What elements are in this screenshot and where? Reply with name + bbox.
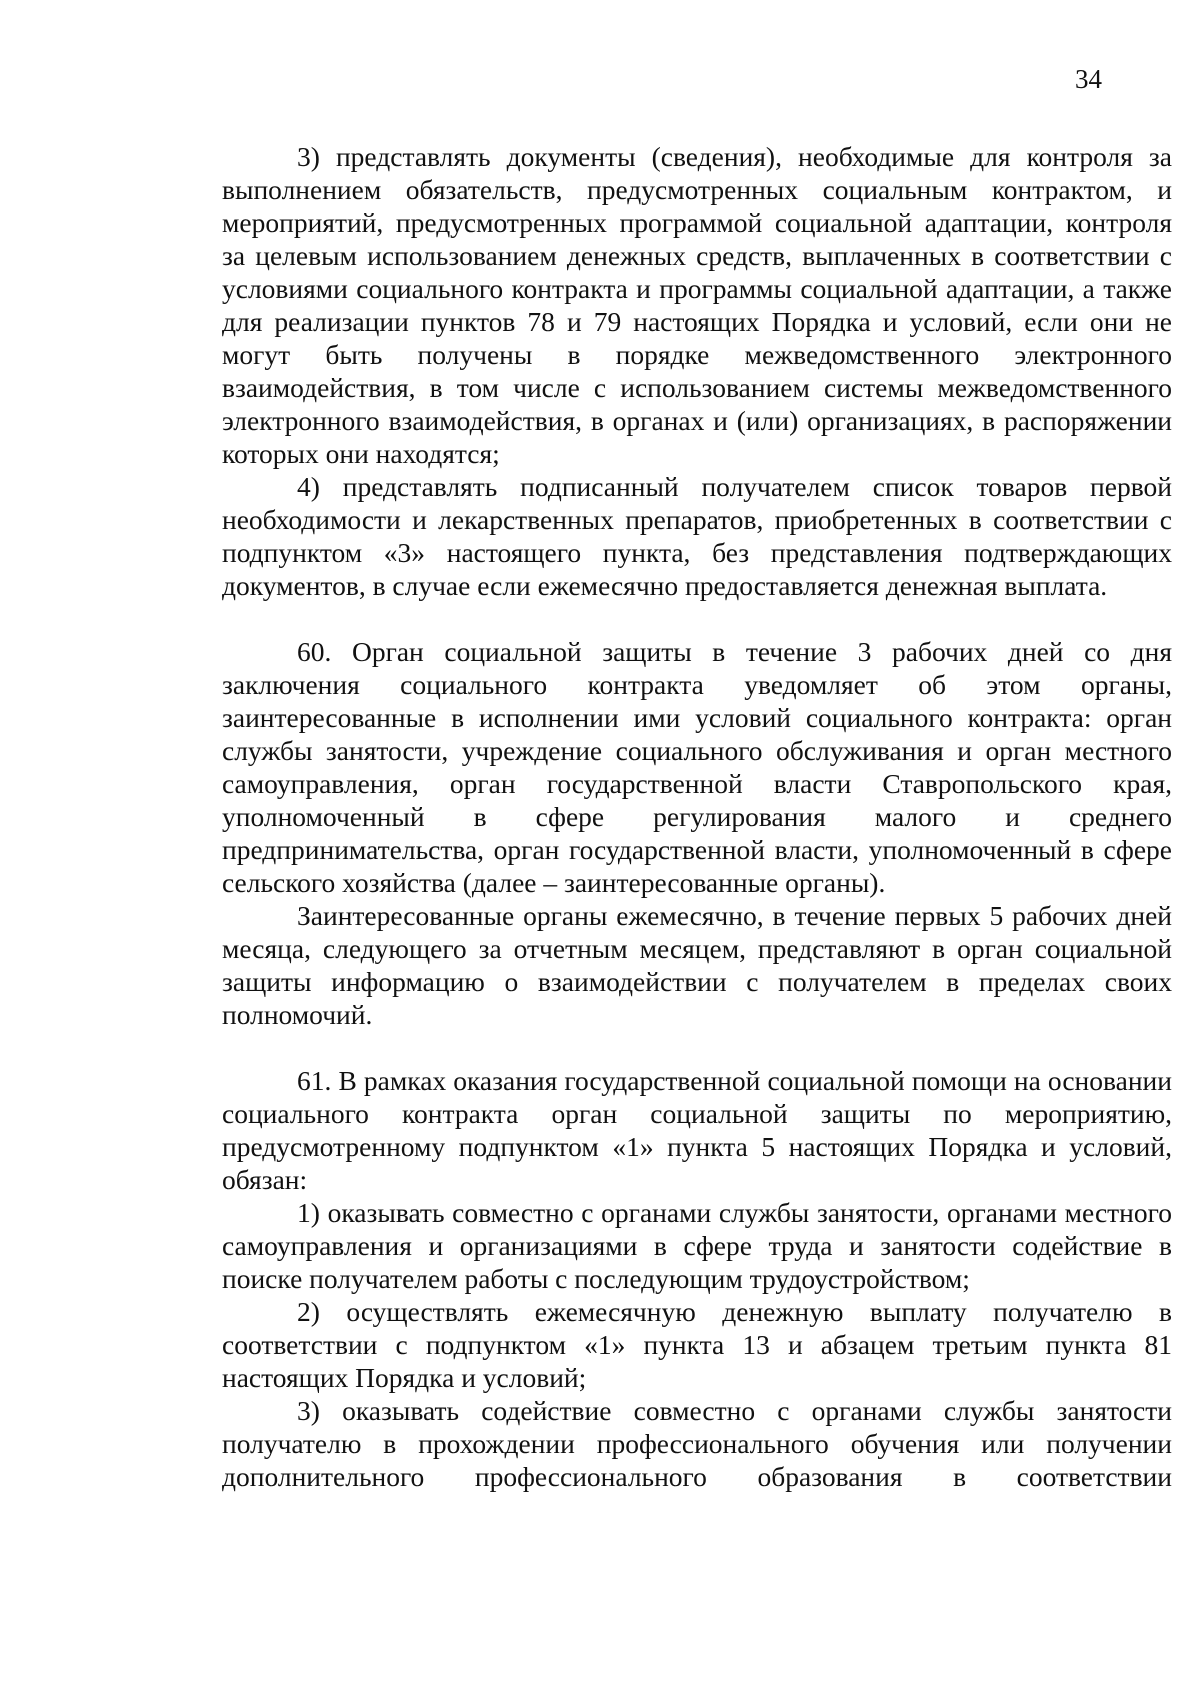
paragraph-61-intro: 61. В рамках оказания государственной социальной помощи на основании социального контракта орган социальной защиты по мероприятию, предусмотренному подпунктом «1» пункта 5 настоящих Порядка и условий, обязан: [222, 1065, 1172, 1195]
paragraph-60-second: Заинтересованные органы ежемесячно, в течение первых 5 рабочих дней месяца, следующего за отчетным месяцем, представляют в орган социальной защиты информацию о взаимодействии с получателем в пределах своих полномочий. [222, 900, 1172, 1030]
section-60 [222, 635, 1172, 1031]
paragraph-60: 60. Орган социальной защиты в течение 3 рабочих дней со дня заключения социального контракта уведомляет об этом органы, заинтересованные в исполнении ими условий социального контракта: орган службы занятости, учреждение социального обслуживания и орган местного самоуправления, орган государственной власти Ставропольского края, уполномоченный в сфере регулирования малого и среднего предпринимательства, орган государственной власти, уполномоченный в сфере сельского хозяйства (далее – заинтересованные органы). [222, 636, 1172, 898]
paragraph-61-item-1: 1) оказывать совместно с органами службы занятости, органами местного самоуправления и организациями в сфере труда и занятости содействие в поиске получателем работы с последующим трудоустройством; [222, 1197, 1172, 1294]
section-gap [222, 1031, 1172, 1064]
document-body [222, 140, 1172, 1493]
paragraph-61-item-2: 2) осуществлять ежемесячную денежную выплату получателю в соответствии с подпунктом «1» пункта 13 и абзацем третьим пункта 81 настоящих Порядка и условий; [222, 1296, 1172, 1393]
paragraph-61-item-3: 3) оказывать содействие совместно с органами службы занятости получателю в прохождении профессионального обучения или получении дополнительного профессионального образования в соответствии [222, 1395, 1172, 1492]
section-61 [222, 1064, 1172, 1493]
section-59-continued [222, 140, 1172, 602]
section-gap [222, 602, 1172, 635]
page-number: 34 [1075, 64, 1102, 94]
paragraph-item-3: 3) представлять документы (сведения), необходимые для контроля за выполнением обязательств, предусмотренных социальным контрактом, и мероприятий, предусмотренных программой социальной адаптации, контроля за целевым использованием денежных средств, выплаченных в соответствии с условиями социального контракта и программы социальной адаптации, а также для реализации пунктов 78 и 79 настоящих Порядка и условий, если они не могут быть получены в порядке межведомственного электронного взаимодействия, в том числе с использованием системы межведомственного электронного взаимодействия, в органах и (или) организациях, в распоряжении которых они находятся; [222, 141, 1172, 469]
paragraph-item-4: 4) представлять подписанный получателем список товаров первой необходимости и лекарственных препаратов, приобретенных в соответствии с подпунктом «3» настоящего пункта, без представления подтверждающих документов, в случае если ежемесячно предоставляется денежная выплата. [222, 471, 1172, 601]
